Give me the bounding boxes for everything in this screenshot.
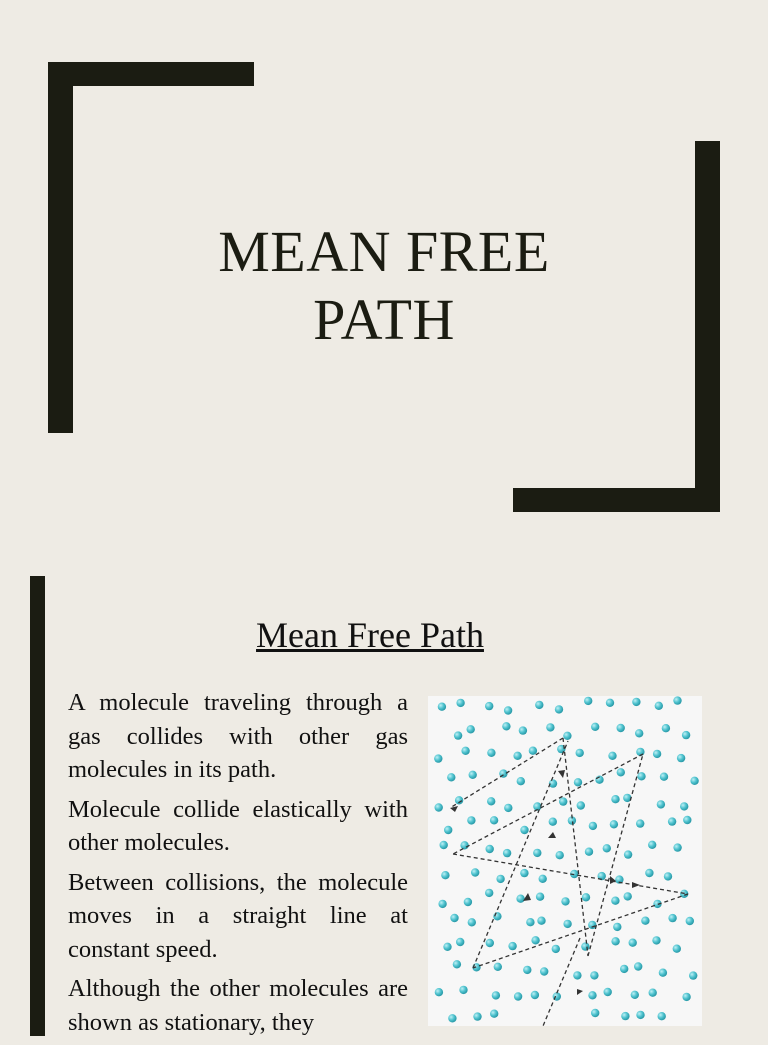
gas-molecule xyxy=(456,938,464,946)
gas-molecule xyxy=(447,773,455,781)
gas-molecule xyxy=(585,848,593,856)
gas-molecule xyxy=(655,702,663,710)
gas-molecule xyxy=(520,869,528,877)
gas-molecule xyxy=(513,752,521,760)
gas-molecule xyxy=(621,1012,629,1020)
gas-molecule xyxy=(649,989,657,997)
gas-molecule xyxy=(467,725,475,733)
gas-molecule xyxy=(455,796,463,804)
gas-molecule xyxy=(561,897,569,905)
paragraph: Molecule collide elastically with other molecules. xyxy=(68,795,408,856)
frame-top-left-vertical xyxy=(48,62,73,433)
gas-molecule xyxy=(673,696,681,704)
gas-molecule xyxy=(459,986,467,994)
gas-molecule xyxy=(519,726,527,734)
gas-molecule xyxy=(486,939,494,947)
gas-molecule xyxy=(490,1010,498,1018)
gas-molecule xyxy=(526,918,534,926)
section-heading: Mean Free Path xyxy=(256,615,484,655)
gas-molecule xyxy=(559,797,567,805)
gas-molecule xyxy=(533,849,541,857)
gas-molecule xyxy=(487,797,495,805)
gas-molecule xyxy=(536,893,544,901)
gas-molecule xyxy=(631,991,639,999)
gas-molecule xyxy=(617,768,625,776)
gas-molecule xyxy=(556,851,564,859)
gas-molecule xyxy=(549,818,557,826)
gas-molecule xyxy=(662,724,670,732)
molecule-path xyxy=(450,738,688,1026)
gas-molecule xyxy=(468,918,476,926)
gas-molecule xyxy=(591,723,599,731)
gas-molecule xyxy=(690,777,698,785)
gas-molecule xyxy=(450,914,458,922)
gas-molecule xyxy=(629,939,637,947)
title-line-1: MEAN FREE xyxy=(218,219,550,284)
frame-top-left-horizontal xyxy=(48,62,254,86)
gas-molecule xyxy=(443,943,451,951)
molecule-diagram-svg xyxy=(428,696,702,1026)
gas-molecule xyxy=(531,991,539,999)
gas-molecule xyxy=(641,917,649,925)
gas-molecule xyxy=(504,804,512,812)
gas-molecule xyxy=(680,802,688,810)
gas-molecule xyxy=(632,698,640,706)
gas-molecule xyxy=(624,850,632,858)
gas-molecule xyxy=(434,754,442,762)
gas-molecule xyxy=(613,923,621,931)
gas-molecule xyxy=(608,752,616,760)
gas-molecule xyxy=(637,772,645,780)
gas-molecule xyxy=(563,920,571,928)
page-title xyxy=(134,218,634,354)
gas-molecule xyxy=(535,701,543,709)
gas-molecule xyxy=(683,816,691,824)
gas-molecule xyxy=(590,971,598,979)
gas-molecule xyxy=(574,778,582,786)
gas-molecule xyxy=(634,962,642,970)
title-line-2: PATH xyxy=(313,287,455,352)
gas-molecule xyxy=(496,875,504,883)
gas-molecule xyxy=(467,816,475,824)
gas-molecule xyxy=(682,731,690,739)
gas-molecule xyxy=(636,819,644,827)
gas-molecule xyxy=(623,794,631,802)
gas-molecule xyxy=(490,816,498,824)
gas-molecule xyxy=(673,945,681,953)
gas-molecule xyxy=(460,841,468,849)
gas-molecule xyxy=(645,869,653,877)
gas-molecule xyxy=(444,826,452,834)
gas-molecule xyxy=(589,822,597,830)
gas-molecule xyxy=(531,936,539,944)
gas-molecule xyxy=(624,892,632,900)
gas-molecule xyxy=(664,872,672,880)
gas-molecule xyxy=(577,801,585,809)
gas-molecule xyxy=(461,747,469,755)
gas-molecule xyxy=(588,991,596,999)
gas-molecule xyxy=(523,966,531,974)
gas-molecule xyxy=(492,991,500,999)
gas-molecule xyxy=(591,1009,599,1017)
gas-molecule xyxy=(603,844,611,852)
gas-molecule xyxy=(440,841,448,849)
gas-molecule xyxy=(517,777,525,785)
gas-molecule xyxy=(555,705,563,713)
gas-molecule xyxy=(653,750,661,758)
gas-molecule xyxy=(435,988,443,996)
gas-molecule xyxy=(435,803,443,811)
gas-molecule xyxy=(546,723,554,731)
gas-molecule xyxy=(573,971,581,979)
gas-molecule xyxy=(611,937,619,945)
gas-molecule xyxy=(504,706,512,714)
gas-molecule xyxy=(611,795,619,803)
gas-molecule xyxy=(563,732,571,740)
gas-molecule xyxy=(508,942,516,950)
mean-free-path-diagram xyxy=(428,696,702,1026)
gas-molecule xyxy=(611,897,619,905)
gas-molecule xyxy=(448,1014,456,1022)
gas-molecule xyxy=(540,967,548,975)
gas-molecule xyxy=(682,993,690,1001)
gas-molecule xyxy=(441,871,449,879)
paragraph: A molecule traveling through a gas collides with other gas molecules in its path. xyxy=(68,689,408,783)
gas-molecule xyxy=(485,702,493,710)
gas-molecule xyxy=(529,747,537,755)
left-accent-bar xyxy=(30,576,45,1036)
gas-molecule xyxy=(617,724,625,732)
gas-molecule xyxy=(516,895,524,903)
gas-molecule xyxy=(658,1012,666,1020)
gas-molecule xyxy=(503,849,511,857)
gas-molecule xyxy=(582,893,590,901)
frame-bottom-right-vertical xyxy=(695,141,720,512)
gas-molecule xyxy=(606,699,614,707)
gas-molecule xyxy=(469,771,477,779)
gas-molecule xyxy=(487,749,495,757)
gas-molecule xyxy=(668,914,676,922)
content-slide xyxy=(0,560,768,1036)
gas-molecule xyxy=(668,817,676,825)
gas-molecule xyxy=(581,942,589,950)
gas-molecule xyxy=(552,945,560,953)
gas-molecule xyxy=(604,988,612,996)
gas-molecule xyxy=(486,845,494,853)
gas-molecule xyxy=(537,917,545,925)
path-arrowheads xyxy=(450,770,640,995)
gas-molecule xyxy=(660,773,668,781)
gas-molecule xyxy=(686,917,694,925)
gas-molecule xyxy=(456,699,464,707)
frame-bottom-right-horizontal xyxy=(513,488,720,512)
gas-molecule xyxy=(464,898,472,906)
gas-molecule xyxy=(473,1012,481,1020)
gas-molecule xyxy=(657,800,665,808)
gas-molecule xyxy=(659,969,667,977)
gas-molecule xyxy=(539,875,547,883)
gas-molecule xyxy=(438,703,446,711)
paragraph: Between collisions, the molecule moves in a straight line at constant speed. xyxy=(68,868,408,963)
gas-molecule xyxy=(673,843,681,851)
gas-molecule xyxy=(438,900,446,908)
gas-molecule xyxy=(494,963,502,971)
gas-molecule xyxy=(648,841,656,849)
gas-molecule xyxy=(620,965,628,973)
gas-molecule xyxy=(453,960,461,968)
gas-molecule xyxy=(610,820,618,828)
gas-molecule xyxy=(584,697,592,705)
gas-molecule xyxy=(520,826,528,834)
gas-molecule xyxy=(689,971,697,979)
gas-molecule xyxy=(502,722,510,730)
gas-molecule xyxy=(485,889,493,897)
gas-molecule xyxy=(635,729,643,737)
gas-molecule xyxy=(493,912,501,920)
gas-molecule xyxy=(514,992,522,1000)
gas-molecule xyxy=(471,868,479,876)
gas-molecule xyxy=(576,749,584,757)
paragraph: Although the other molecules are shown as stationary, they xyxy=(68,975,408,1036)
gas-molecule xyxy=(652,936,660,944)
gas-molecule xyxy=(636,1011,644,1019)
gas-molecule xyxy=(454,731,462,739)
body-text xyxy=(68,686,408,1045)
gas-molecule xyxy=(677,754,685,762)
